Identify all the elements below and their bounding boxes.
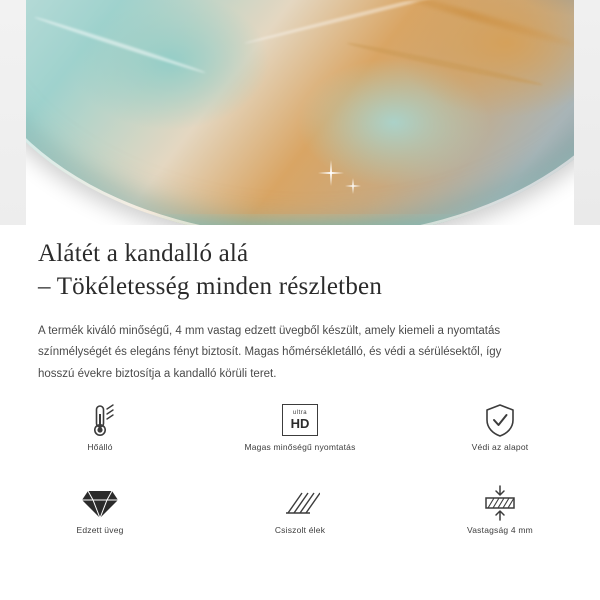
page-title <box>0 225 600 303</box>
right-gray-panel <box>574 0 600 225</box>
polished-edges-icon <box>280 481 320 525</box>
thermometer-icon <box>80 398 120 442</box>
badge-top-text: ultra <box>292 410 308 416</box>
feature-label: Edzett üveg <box>76 525 124 535</box>
sparkle-icon <box>318 160 344 186</box>
badge-bottom-text: HD <box>290 416 310 431</box>
left-gray-panel <box>0 0 26 225</box>
feature-tempered-glass <box>0 481 200 554</box>
headline-line-2: – Tökéletesség minden részletben <box>38 273 383 300</box>
thickness-icon <box>478 481 522 525</box>
feature-print-quality <box>200 398 400 471</box>
headline-line-1: Alátét a kandalló alá <box>38 240 249 267</box>
feature-label: Vastagság 4 mm <box>467 525 533 535</box>
feature-heat-resistant <box>0 398 200 471</box>
feature-label: Hőálló <box>87 442 113 452</box>
feature-label: Magas minőségű nyomtatás <box>244 442 356 452</box>
feature-label: Csiszolt élek <box>274 525 326 535</box>
hero-image <box>0 0 600 225</box>
sparkle-icon <box>345 178 361 194</box>
content-block <box>0 225 600 385</box>
diamond-icon <box>79 481 121 525</box>
shield-check-icon <box>480 398 520 442</box>
feature-thickness <box>400 481 600 554</box>
feature-polished-edges <box>200 481 400 554</box>
glass-board <box>0 0 600 225</box>
feature-grid <box>0 398 600 554</box>
description-paragraph: A termék kiváló minőségű, 4 mm vastag edzett üvegből készült, amely kiemeli a nyomtatás színmélységét és elegáns fényt biztosít. Magas hőmérsékletálló, és védi a sérülésektől, így hosszú évekre biztosítja a kandalló körüli teret. <box>38 325 502 380</box>
ultra-hd-icon <box>282 398 318 442</box>
feature-protects-surface <box>400 398 600 471</box>
feature-label: Védi az alapot <box>471 442 529 452</box>
